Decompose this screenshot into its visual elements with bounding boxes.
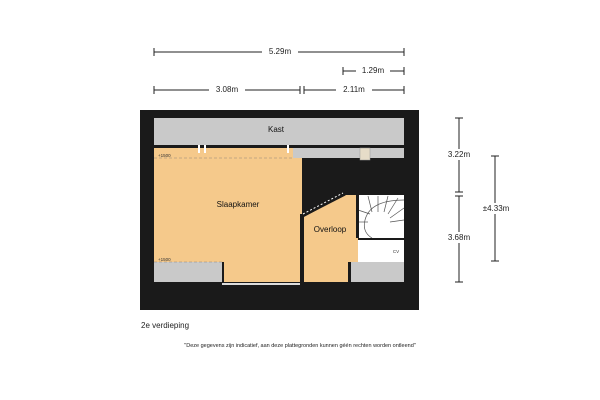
- dim-total-label: 5.29m: [268, 47, 292, 56]
- stair-wall: [356, 195, 359, 238]
- cv-wall: [358, 238, 404, 240]
- dimension-total-width: [154, 46, 404, 56]
- cv-label: CV: [392, 249, 400, 254]
- dim-lower-depth-label: 3.68m: [447, 233, 471, 242]
- dimension-right-room: [304, 84, 404, 94]
- interior-wall: [300, 214, 304, 282]
- chimney-block: [360, 148, 370, 160]
- kast-label: Kast: [267, 125, 285, 134]
- dimension-lower-depth: [440, 196, 478, 282]
- height-label-bottom: +1500: [158, 257, 171, 262]
- kast-wall: [154, 145, 404, 148]
- bottom-window: [222, 283, 300, 285]
- dim-left-room-label: 3.08m: [215, 85, 239, 94]
- floor-label: 2e verdieping: [141, 321, 190, 330]
- low-wall-left: [222, 262, 224, 282]
- dimension-left-room: [154, 84, 300, 94]
- kast-alcove: [293, 148, 404, 158]
- height-label-top: +1500: [158, 153, 171, 158]
- landing-low-area: [350, 262, 404, 282]
- dimension-approx-depth: [474, 156, 518, 261]
- low-wall-right: [348, 262, 351, 282]
- dimension-right-part: [343, 65, 404, 75]
- bedroom-low-area: [154, 262, 222, 282]
- overloop-label: Overloop: [313, 225, 347, 234]
- dimension-upper-depth: [440, 118, 478, 192]
- dim-upper-depth-label: 3.22m: [447, 150, 471, 159]
- dim-right-room-label: 2.11m: [343, 85, 365, 94]
- dim-right-part-label: 1.29m: [361, 66, 385, 75]
- dim-approx-depth-label: ±4.33m: [482, 204, 510, 213]
- stair-area: [358, 195, 404, 238]
- disclaimer: "Deze gegevens zijn indicatief, aan deze plattegronden kunnen géén rechten worden ontleend": [184, 343, 416, 349]
- slaapkamer-label: Slaapkamer: [216, 200, 260, 209]
